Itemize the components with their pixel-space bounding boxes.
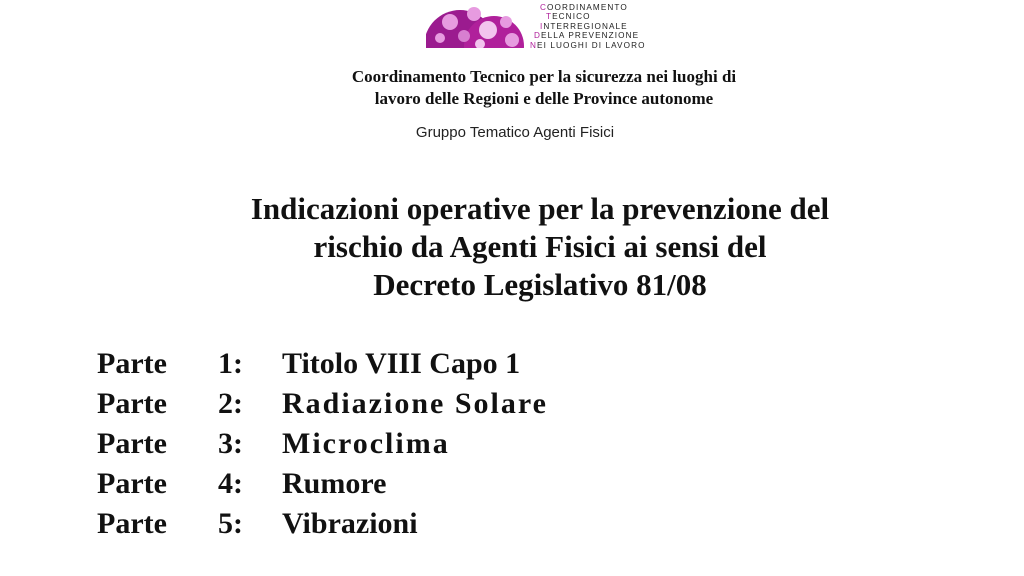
logo-line: COORDINAMENTO [540, 3, 628, 12]
document-title [160, 190, 920, 304]
logo-text [530, 3, 646, 50]
part-number: 4: [218, 467, 243, 500]
document-title-line: Indicazioni operative per la prevenzione del [250, 191, 830, 226]
organization-title-line: lavoro delle Regioni e delle Province autonome [374, 89, 714, 108]
logo-mark-icon [426, 0, 526, 50]
part-item [97, 427, 717, 467]
document-title-line: rischio da Agenti Fisici ai sensi del [313, 229, 767, 264]
part-label: Parte [97, 387, 167, 420]
part-label: Parte [97, 507, 167, 540]
logo [426, 0, 676, 52]
parts-list [97, 347, 717, 547]
part-label: Parte [97, 347, 167, 380]
part-name: Radiazione Solare [282, 387, 548, 420]
part-name: Rumore [282, 467, 387, 500]
part-item [97, 387, 717, 427]
part-name: Titolo VIII Capo 1 [282, 347, 521, 380]
part-number: 3: [218, 427, 243, 460]
logo-line: INTERREGIONALE [540, 21, 628, 31]
part-number: 2: [218, 387, 243, 420]
part-item [97, 467, 717, 507]
part-label: Parte [97, 467, 167, 500]
part-item [97, 347, 717, 387]
group-name: Gruppo Tematico Agenti Fisici [415, 124, 615, 141]
part-name: Microclima [282, 427, 450, 460]
logo-line: NEI LUOGHI DI LAVORO [530, 40, 646, 50]
part-number: 5: [218, 507, 243, 540]
logo-line: DELLA PREVENZIONE [534, 31, 640, 41]
part-number: 1: [218, 347, 243, 380]
part-item [97, 507, 717, 547]
document-title-line: Decreto Legislativo 81/08 [373, 267, 707, 302]
organization-title [260, 66, 828, 110]
logo-line: TECNICO [546, 12, 591, 22]
part-label: Parte [97, 427, 167, 460]
part-name: Vibrazioni [282, 507, 418, 540]
organization-title-line: Coordinamento Tecnico per la sicurezza nei luoghi di [351, 67, 737, 86]
